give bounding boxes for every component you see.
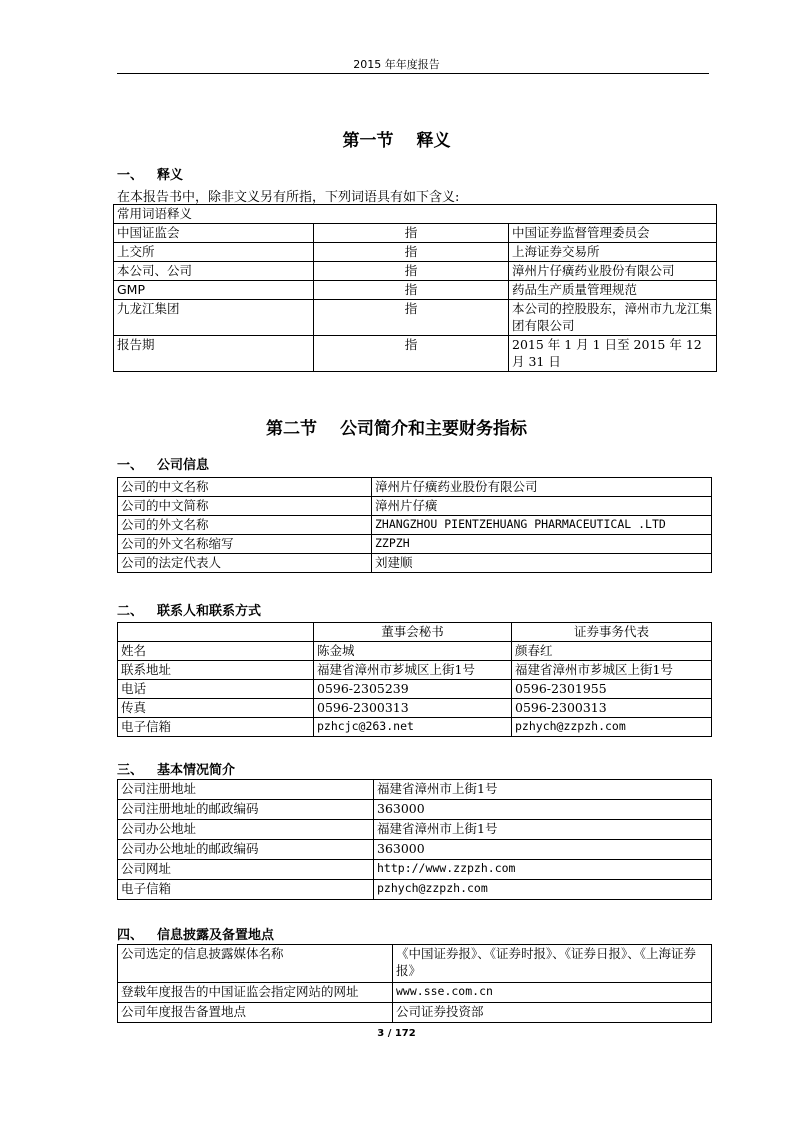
relation-cell: 指 bbox=[314, 262, 509, 281]
label-cell: 公司的中文简称 bbox=[118, 497, 372, 516]
table-row bbox=[118, 880, 712, 900]
value-cell: ZZPZH bbox=[372, 535, 712, 554]
definition-cell: 本公司的控股股东，漳州市九龙江集团有限公司 bbox=[509, 300, 717, 336]
value-cell: http://www.zzpzh.com bbox=[374, 860, 712, 880]
table-row bbox=[118, 680, 712, 699]
rep-cell: 0596-2300313 bbox=[512, 699, 712, 718]
table-row bbox=[114, 300, 717, 336]
definition-cell: 药品生产质量管理规范 bbox=[509, 281, 717, 300]
label-cell: 公司选定的信息披露媒体名称 bbox=[118, 945, 393, 983]
secretary-cell: 陈金城 bbox=[314, 642, 512, 661]
rep-cell: 福建省漳州市芗城区上街1号 bbox=[512, 661, 712, 680]
relation-cell: 指 bbox=[314, 336, 509, 372]
table-row bbox=[114, 336, 717, 372]
table-row bbox=[118, 860, 712, 880]
section1-title: 第一节 释义 bbox=[342, 131, 451, 151]
secretary-cell: 0596-2305239 bbox=[314, 680, 512, 699]
table-row bbox=[118, 478, 712, 497]
secretary-cell: 0596-2300313 bbox=[314, 699, 512, 718]
header-rule bbox=[117, 73, 709, 74]
definitions-table-title: 常用词语释义 bbox=[114, 205, 717, 224]
relation-cell: 指 bbox=[314, 300, 509, 336]
sub-heading-title: 联系人和联系方式 bbox=[157, 604, 262, 619]
value-cell: 《中国证券报》、《证券时报》、《证券日报》、《上海证券报》 bbox=[393, 945, 712, 983]
definition-cell: 漳州片仔癀药业股份有限公司 bbox=[509, 262, 717, 281]
table-row bbox=[118, 1003, 712, 1023]
label-cell: 公司注册地址 bbox=[118, 780, 374, 800]
value-cell: ZHANGZHOU PIENTZEHUANG PHARMACEUTICAL .LTD bbox=[372, 516, 712, 535]
label-cell: 电子信箱 bbox=[118, 880, 374, 900]
company-info-heading bbox=[117, 454, 209, 473]
section2-title: 第二节 公司简介和主要财务指标 bbox=[266, 419, 527, 439]
value-cell: 福建省漳州市上街1号 bbox=[374, 780, 712, 800]
sub-heading-number: 一、 bbox=[117, 458, 144, 473]
table-row bbox=[114, 224, 717, 243]
label-cell: 公司年度报告备置地点 bbox=[118, 1003, 393, 1023]
table-row bbox=[118, 642, 712, 661]
label-cell: 公司的外文名称 bbox=[118, 516, 372, 535]
contacts-heading bbox=[117, 600, 261, 619]
label-cell: 公司办公地址 bbox=[118, 820, 374, 840]
relation-cell: 指 bbox=[314, 224, 509, 243]
value-cell: 漳州片仔癀 bbox=[372, 497, 712, 516]
table-row bbox=[118, 840, 712, 860]
sub-heading-number: 二、 bbox=[117, 604, 144, 619]
value-cell: pzhych@zzpzh.com bbox=[374, 880, 712, 900]
table-row bbox=[118, 983, 712, 1003]
table-row bbox=[118, 554, 712, 573]
sub-heading-number: 一、 bbox=[117, 168, 144, 183]
definition-cell: 上海证券交易所 bbox=[509, 243, 717, 262]
label-cell: 公司办公地址的邮政编码 bbox=[118, 840, 374, 860]
term-cell: 中国证监会 bbox=[114, 224, 314, 243]
value-cell: 漳州片仔癀药业股份有限公司 bbox=[372, 478, 712, 497]
definition-cell: 2015 年 1 月 1 日至 2015 年 12 月 31 日 bbox=[509, 336, 717, 372]
label-cell: 姓名 bbox=[118, 642, 314, 661]
term-cell: 本公司、公司 bbox=[114, 262, 314, 281]
table-row bbox=[118, 800, 712, 820]
disclosure-table bbox=[117, 944, 712, 1023]
basic-info-heading bbox=[117, 759, 235, 778]
disclosure-heading bbox=[117, 924, 274, 943]
table-header-row bbox=[118, 623, 712, 642]
rep-cell: pzhych@zzpzh.com bbox=[512, 718, 712, 737]
value-cell: 363000 bbox=[374, 840, 712, 860]
table-row bbox=[118, 497, 712, 516]
label-cell: 电子信箱 bbox=[118, 718, 314, 737]
definitions-table bbox=[113, 204, 717, 372]
label-cell: 公司注册地址的邮政编码 bbox=[118, 800, 374, 820]
term-cell: GMP bbox=[114, 281, 314, 300]
sub-heading-number: 三、 bbox=[117, 763, 144, 778]
value-cell: 363000 bbox=[374, 800, 712, 820]
label-cell: 公司的外文名称缩写 bbox=[118, 535, 372, 554]
label-cell: 电话 bbox=[118, 680, 314, 699]
relation-cell: 指 bbox=[314, 243, 509, 262]
label-cell: 公司网址 bbox=[118, 860, 374, 880]
intro-text: 在本报告书中，除非文义另有所指，下列词语具有如下含义: bbox=[117, 190, 460, 205]
value-cell: 公司证券投资部 bbox=[393, 1003, 712, 1023]
sub-heading-number: 四、 bbox=[117, 928, 144, 943]
label-cell: 登载年度报告的中国证监会指定网站的网址 bbox=[118, 983, 393, 1003]
label-cell: 公司的中文名称 bbox=[118, 478, 372, 497]
term-cell: 九龙江集团 bbox=[114, 300, 314, 336]
table-row bbox=[118, 780, 712, 800]
label-cell: 传真 bbox=[118, 699, 314, 718]
value-cell: 福建省漳州市上街1号 bbox=[374, 820, 712, 840]
label-cell: 联系地址 bbox=[118, 661, 314, 680]
sub-heading-title: 释义 bbox=[157, 168, 184, 183]
sub-heading-title: 基本情况简介 bbox=[157, 763, 236, 778]
secretary-cell: 福建省漳州市芗城区上街1号 bbox=[314, 661, 512, 680]
table-row bbox=[118, 535, 712, 554]
sub-heading-title: 信息披露及备置地点 bbox=[157, 928, 275, 943]
section1-sub1-heading bbox=[117, 164, 183, 183]
page-header-title: 2015 年年度报告 bbox=[353, 58, 440, 71]
table-row bbox=[114, 281, 717, 300]
table-row bbox=[114, 243, 717, 262]
rep-cell: 0596-2301955 bbox=[512, 680, 712, 699]
table-row bbox=[118, 661, 712, 680]
contacts-table bbox=[117, 622, 712, 737]
sub-heading-title: 公司信息 bbox=[157, 458, 210, 473]
label-cell: 公司的法定代表人 bbox=[118, 554, 372, 573]
table-row bbox=[118, 820, 712, 840]
company-info-table bbox=[117, 477, 712, 573]
column-header-secretary: 董事会秘书 bbox=[314, 623, 512, 642]
table-row bbox=[118, 718, 712, 737]
definition-cell: 中国证券监督管理委员会 bbox=[509, 224, 717, 243]
page-number: 3 / 172 bbox=[377, 1028, 416, 1039]
basic-info-table bbox=[117, 779, 712, 900]
value-cell: www.sse.com.cn bbox=[393, 983, 712, 1003]
column-header-rep: 证券事务代表 bbox=[512, 623, 712, 642]
table-row bbox=[118, 516, 712, 535]
table-row bbox=[114, 262, 717, 281]
value-cell: 刘建顺 bbox=[372, 554, 712, 573]
relation-cell: 指 bbox=[314, 281, 509, 300]
rep-cell: 颜春红 bbox=[512, 642, 712, 661]
table-row bbox=[118, 699, 712, 718]
term-cell: 上交所 bbox=[114, 243, 314, 262]
table-row bbox=[118, 945, 712, 983]
term-cell: 报告期 bbox=[114, 336, 314, 372]
secretary-cell: pzhcjc@263.net bbox=[314, 718, 512, 737]
